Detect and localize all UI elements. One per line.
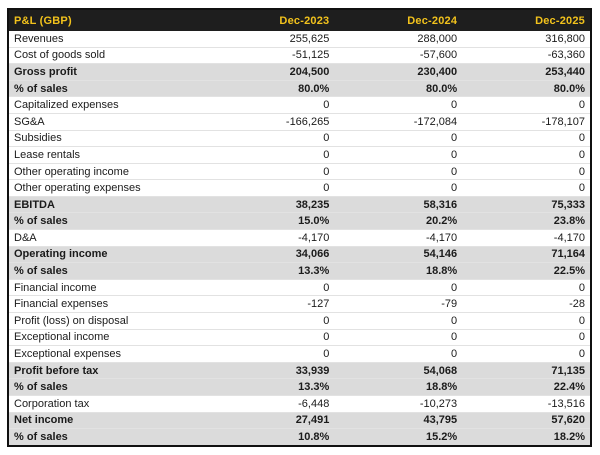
cell-value: 10.8%	[207, 429, 335, 445]
cell-value: 43,795	[334, 412, 462, 429]
table-row	[9, 31, 590, 47]
pnl-table	[9, 10, 590, 445]
cell-value: 57,620	[462, 412, 590, 429]
row-label: Corporation tax	[9, 396, 207, 413]
cell-value: -127	[207, 296, 335, 313]
cell-value: 0	[334, 97, 462, 114]
table-row	[9, 412, 590, 429]
cell-value: 0	[462, 279, 590, 296]
table-row	[9, 80, 590, 97]
row-label: Financial income	[9, 279, 207, 296]
cell-value: -178,107	[462, 113, 590, 130]
table-row	[9, 346, 590, 363]
table-row	[9, 230, 590, 247]
cell-value: 0	[334, 163, 462, 180]
table-row	[9, 329, 590, 346]
cell-value: 0	[334, 180, 462, 197]
cell-value: 0	[207, 163, 335, 180]
table-row	[9, 379, 590, 396]
cell-value: 0	[207, 346, 335, 363]
cell-value: 38,235	[207, 196, 335, 213]
row-label: % of sales	[9, 213, 207, 230]
row-label: % of sales	[9, 263, 207, 280]
cell-value: 80.0%	[207, 80, 335, 97]
cell-value: -51,125	[207, 47, 335, 64]
cell-value: 204,500	[207, 64, 335, 81]
row-label: Capitalized expenses	[9, 97, 207, 114]
cell-value: -28	[462, 296, 590, 313]
pnl-table-container	[7, 8, 592, 447]
cell-value: 230,400	[334, 64, 462, 81]
table-row	[9, 246, 590, 263]
table-row	[9, 147, 590, 164]
cell-value: -4,170	[462, 230, 590, 247]
row-label: EBITDA	[9, 196, 207, 213]
row-label: Financial expenses	[9, 296, 207, 313]
cell-value: 20.2%	[334, 213, 462, 230]
cell-value: -13,516	[462, 396, 590, 413]
table-row	[9, 113, 590, 130]
cell-value: 71,164	[462, 246, 590, 263]
cell-value: 0	[462, 97, 590, 114]
cell-value: -57,600	[334, 47, 462, 64]
cell-value: -172,084	[334, 113, 462, 130]
row-label: Revenues	[9, 31, 207, 47]
cell-value: 0	[462, 163, 590, 180]
row-label: SG&A	[9, 113, 207, 130]
table-row	[9, 97, 590, 114]
cell-value: 80.0%	[334, 80, 462, 97]
table-row	[9, 296, 590, 313]
cell-value: 0	[334, 130, 462, 147]
table-row	[9, 196, 590, 213]
table-row	[9, 47, 590, 64]
cell-value: 54,068	[334, 362, 462, 379]
cell-value: 0	[462, 313, 590, 330]
row-label: Profit before tax	[9, 362, 207, 379]
row-label: Subsidies	[9, 130, 207, 147]
cell-value: 71,135	[462, 362, 590, 379]
cell-value: 80.0%	[462, 80, 590, 97]
cell-value: 58,316	[334, 196, 462, 213]
table-row	[9, 313, 590, 330]
cell-value: 15.2%	[334, 429, 462, 445]
cell-value: 0	[334, 279, 462, 296]
cell-value: 75,333	[462, 196, 590, 213]
cell-value: 22.4%	[462, 379, 590, 396]
table-row	[9, 163, 590, 180]
cell-value: 0	[462, 147, 590, 164]
cell-value: 13.3%	[207, 263, 335, 280]
cell-value: 18.2%	[462, 429, 590, 445]
table-body	[9, 31, 590, 445]
column-header-dec-2024: Dec-2024	[334, 10, 462, 31]
table-header	[9, 10, 590, 31]
cell-value: 0	[334, 147, 462, 164]
cell-value: 0	[462, 130, 590, 147]
cell-value: 0	[207, 97, 335, 114]
cell-value: 0	[207, 329, 335, 346]
cell-value: 0	[207, 130, 335, 147]
cell-value: 0	[334, 329, 462, 346]
cell-value: -166,265	[207, 113, 335, 130]
table-row	[9, 279, 590, 296]
cell-value: -63,360	[462, 47, 590, 64]
cell-value: 23.8%	[462, 213, 590, 230]
cell-value: 0	[462, 346, 590, 363]
header-row	[9, 10, 590, 31]
cell-value: 15.0%	[207, 213, 335, 230]
row-label: Other operating expenses	[9, 180, 207, 197]
cell-value: 288,000	[334, 31, 462, 47]
cell-value: -6,448	[207, 396, 335, 413]
cell-value: -79	[334, 296, 462, 313]
cell-value: 0	[207, 180, 335, 197]
row-label: Exceptional income	[9, 329, 207, 346]
row-label: Cost of goods sold	[9, 47, 207, 64]
cell-value: 253,440	[462, 64, 590, 81]
table-row	[9, 396, 590, 413]
row-label: Net income	[9, 412, 207, 429]
table-row	[9, 263, 590, 280]
cell-value: 54,146	[334, 246, 462, 263]
table-row	[9, 429, 590, 445]
row-label: Exceptional expenses	[9, 346, 207, 363]
row-label: % of sales	[9, 80, 207, 97]
row-label: Operating income	[9, 246, 207, 263]
table-row	[9, 64, 590, 81]
cell-value: 18.8%	[334, 263, 462, 280]
cell-value: -4,170	[334, 230, 462, 247]
cell-value: 34,066	[207, 246, 335, 263]
cell-value: 316,800	[462, 31, 590, 47]
row-label: Gross profit	[9, 64, 207, 81]
row-label: Lease rentals	[9, 147, 207, 164]
row-label: % of sales	[9, 379, 207, 396]
cell-value: -10,273	[334, 396, 462, 413]
column-header-dec-2025: Dec-2025	[462, 10, 590, 31]
table-row	[9, 180, 590, 197]
cell-value: 0	[207, 313, 335, 330]
cell-value: 22.5%	[462, 263, 590, 280]
cell-value: 0	[207, 147, 335, 164]
cell-value: 33,939	[207, 362, 335, 379]
table-row	[9, 213, 590, 230]
cell-value: 255,625	[207, 31, 335, 47]
cell-value: 0	[462, 329, 590, 346]
cell-value: 13.3%	[207, 379, 335, 396]
table-row	[9, 362, 590, 379]
row-label: Other operating income	[9, 163, 207, 180]
column-header-dec-2023: Dec-2023	[207, 10, 335, 31]
cell-value: 0	[334, 346, 462, 363]
cell-value: 0	[334, 313, 462, 330]
table-row	[9, 130, 590, 147]
row-label: % of sales	[9, 429, 207, 445]
cell-value: 0	[462, 180, 590, 197]
cell-value: -4,170	[207, 230, 335, 247]
cell-value: 27,491	[207, 412, 335, 429]
table-title: P&L (GBP)	[9, 10, 207, 31]
cell-value: 18.8%	[334, 379, 462, 396]
row-label: D&A	[9, 230, 207, 247]
row-label: Profit (loss) on disposal	[9, 313, 207, 330]
cell-value: 0	[207, 279, 335, 296]
